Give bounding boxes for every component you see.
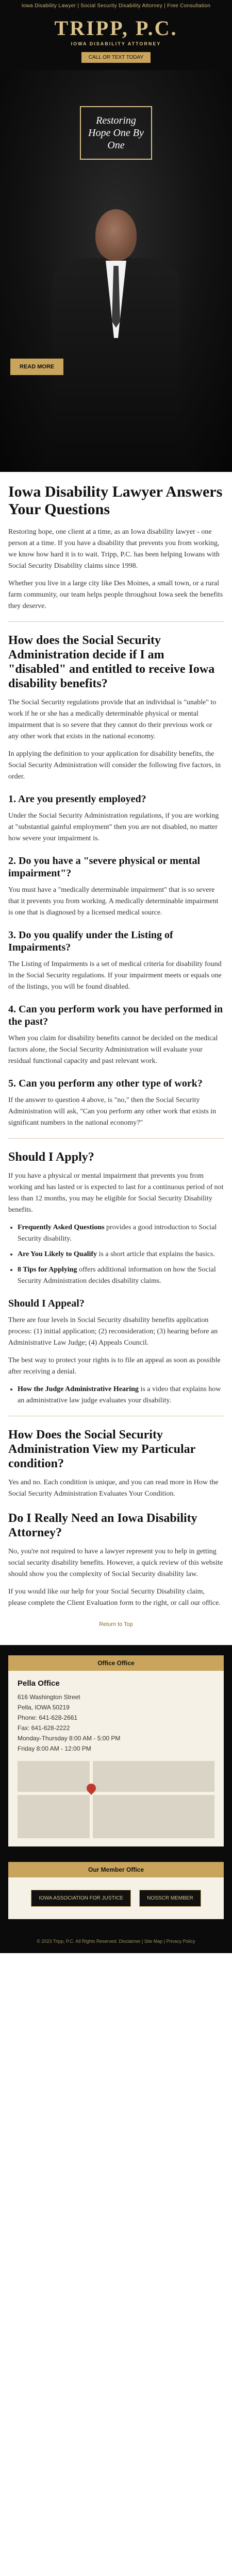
hero-tagline: Restoring Hope One By One bbox=[80, 106, 152, 160]
resource-link[interactable]: Frequently Asked Questions bbox=[18, 1224, 105, 1231]
page-title: Iowa Disability Lawyer Answers Your Questions bbox=[8, 483, 223, 518]
intro-paragraph-2: Whether you live in a large city like Des Moines, a small town, or a rural farm community, our team helps people throughout Iowa seek the benefits they deserve. bbox=[8, 580, 223, 610]
header bbox=[0, 12, 232, 70]
office-phone[interactable]: Phone: 641-628-2661 bbox=[18, 1714, 78, 1721]
list-item bbox=[18, 1264, 224, 1287]
return-to-top-link[interactable]: Return to Top bbox=[99, 1621, 133, 1628]
question-heading-3: 3. Do you qualify under the Listing of Impairments? bbox=[8, 929, 173, 953]
map-road bbox=[18, 1792, 214, 1795]
copyright-footer: © 2023 Tripp, P.C. All Rights Reserved. Disclaimer | Site Map | Privacy Policy bbox=[0, 1933, 232, 1953]
hero-banner bbox=[0, 70, 232, 472]
office-map[interactable] bbox=[18, 1761, 214, 1838]
list-item bbox=[18, 1222, 224, 1245]
paragraph: The Listing of Impairments is a set of medical criteria for disability found in the Social Security regulations. If your impairment meets or equals one of the listings, you will be found disabled. bbox=[8, 960, 222, 991]
paragraph: The Social Security regulations provide that an individual is "unable" to work if he or she has a medically determinable physical or mental impairment that is so severe that they cannot do their previous work or any other work that exists in the national economy. bbox=[8, 699, 217, 740]
header-cta-button[interactable]: CALL OR TEXT TODAY bbox=[81, 52, 151, 63]
divider bbox=[8, 1138, 224, 1139]
office-name: Pella Office bbox=[18, 1679, 60, 1688]
site-logo[interactable] bbox=[55, 16, 178, 46]
paragraph: You must have a "medically determinable impairment" that is so severe that it prevents you from working. A medically determinable impairment is one that is diagnosed by a licensed medical source. bbox=[8, 886, 219, 917]
office-hours: Monday-Thursday 8:00 AM - 5:00 PM bbox=[18, 1735, 121, 1742]
resource-link[interactable]: Are You Likely to Qualify bbox=[18, 1250, 97, 1258]
list-item-text: is a short article that explains the basics. bbox=[97, 1250, 216, 1258]
divider bbox=[8, 621, 224, 622]
appeal-list bbox=[18, 1384, 224, 1406]
question-heading-1: 1. Are you presently employed? bbox=[8, 793, 146, 805]
paragraph: Under the Social Security Administration regulations, if you are working at "substantial gainful employment" then you are not disabled, no matter how severe your impairment is. bbox=[8, 812, 219, 842]
list-item-text: provides a good introduction to Social Security disability. bbox=[18, 1224, 217, 1243]
list-item-text: is a video that explains how an administrative law judge evaluates your disability. bbox=[18, 1385, 221, 1404]
logo-subtitle: IOWA DISABILITY ATTORNEY bbox=[71, 41, 161, 46]
attorney-photo bbox=[46, 209, 186, 472]
office-panel-body bbox=[8, 1671, 224, 1846]
office-panel-heading: Office Office bbox=[8, 1655, 224, 1671]
paragraph: In applying the definition to your application for disability benefits, the Social Security Administration will consider the following five factors, in order. bbox=[8, 750, 221, 781]
logo-text: TRIPP, P.C. bbox=[54, 16, 178, 40]
membership-badge[interactable]: NOSSCR MEMBER bbox=[139, 1890, 201, 1907]
office-section bbox=[0, 1645, 232, 1857]
read-more-button[interactable]: READ MORE bbox=[10, 359, 63, 375]
paragraph: No, you're not required to have a lawyer represent you to help in getting social security disability benefits. However, a quick review of this website should show you the complexity of Social Security disability law. bbox=[8, 1548, 223, 1578]
paragraph: There are four levels in Social Security disability benefits application process: (1) initial application; (2) reconsideration; (3) hearing before an Administrative Law Judge; (4) Appeals Council. bbox=[8, 1316, 218, 1347]
office-address-line: 616 Washington Street bbox=[18, 1693, 80, 1701]
list-item-text: offers additional information on how the Social Security Administration decides disability claims. bbox=[18, 1266, 216, 1285]
paragraph: The best way to protect your rights is to file an appeal as soon as possible after receiving a denial. bbox=[8, 1357, 221, 1376]
paragraph: When you claim for disability benefits cannot be decided on the medical factors alone, the Social Security Administration will evaluate your residual functional capacity and past relevant work. bbox=[8, 1035, 218, 1065]
intro-paragraph-1: Restoring hope, one client at a time, as an Iowa disability lawyer - one person at a time. If you have a disability that prevents you from working, we know how hard it is to wait. Tripp, P.C. has been helping Iowans with Social Security Disability claims since 1998. bbox=[8, 528, 220, 570]
question-heading-5: 5. Can you perform any other type of work? bbox=[8, 1078, 203, 1089]
resource-list bbox=[18, 1222, 224, 1287]
main-content bbox=[0, 472, 232, 1645]
question-heading-4: 4. Can you perform work you have performed in the past? bbox=[8, 1004, 223, 1027]
list-item bbox=[18, 1384, 224, 1406]
members-section bbox=[0, 1857, 232, 1933]
office-address-line: Pella, IOWA 50219 bbox=[18, 1704, 70, 1711]
office-fax: Fax: 641-628-2222 bbox=[18, 1724, 70, 1732]
membership-badge[interactable]: IOWA ASSOCIATION FOR JUSTICE bbox=[31, 1890, 131, 1907]
map-road bbox=[90, 1761, 93, 1838]
resource-link[interactable]: How the Judge Administrative Hearing bbox=[18, 1385, 139, 1393]
paragraph: If the answer to question 4 above, is "no," then the Social Security Administration will ask, "Can you perform any other work that exists in significant numbers in the national economy?" bbox=[8, 1096, 217, 1127]
paragraph: Yes and no. Each condition is unique, and you can read more in How the Social Security Administration Evaluates Your Condition. bbox=[8, 1479, 219, 1498]
top-bar: Iowa Disability Lawyer | Social Security Disability Attorney | Free Consultation bbox=[0, 0, 232, 12]
members-panel-body bbox=[8, 1877, 224, 1919]
question-heading-2: 2. Do you have a "severe physical or mental impairment"? bbox=[8, 855, 201, 879]
section-heading-apply: Should I Apply? bbox=[8, 1150, 94, 1164]
head-shape bbox=[95, 209, 137, 261]
office-hours: Friday 8:00 AM - 12:00 PM bbox=[18, 1745, 91, 1752]
section-heading-attorney: Do I Really Need an Iowa Disability Attorney? bbox=[8, 1512, 197, 1539]
section-heading-disabled: How does the Social Security Administration decide if I am "disabled" and entitled to receive Iowa disability benefits? bbox=[8, 634, 215, 690]
section-heading-condition: How Does the Social Security Administration View my Particular condition? bbox=[8, 1428, 195, 1470]
section-heading-appeal: Should I Appeal? bbox=[8, 1298, 85, 1309]
paragraph: If you have a physical or mental impairment that prevents you from working and has lasted or is expected to last for a continuous period of not less than 12 months, you may be eligible for Social Security Disability benefits. bbox=[8, 1172, 224, 1214]
resource-link[interactable]: 8 Tips for Applying bbox=[18, 1266, 77, 1274]
list-item bbox=[18, 1249, 224, 1260]
members-panel-heading: Our Member Office bbox=[8, 1862, 224, 1877]
paragraph: If you would like our help for your Social Security Disability claim, please complete the Client Evaluation form to the right, or call our office. bbox=[8, 1588, 221, 1607]
